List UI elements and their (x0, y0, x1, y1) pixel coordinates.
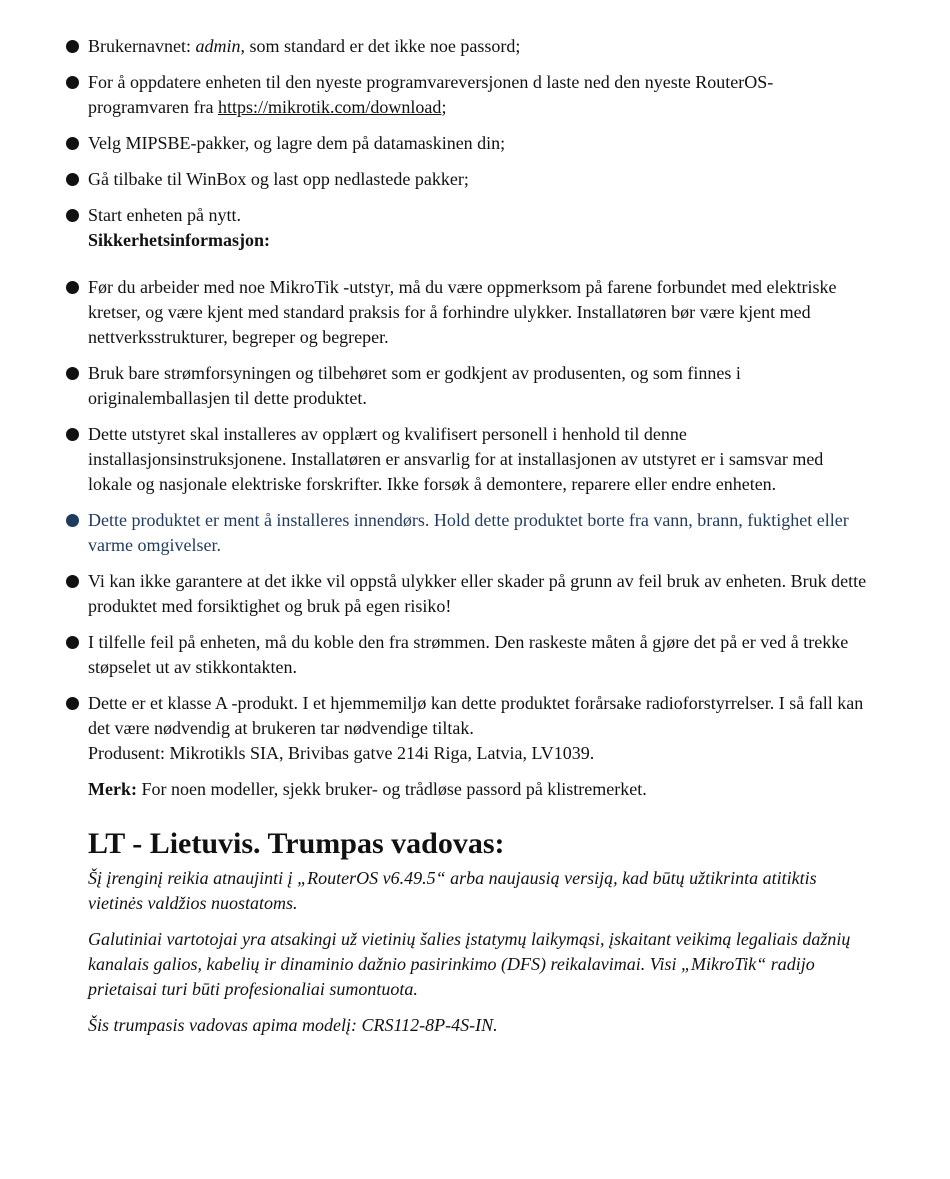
safety-item (88, 630, 870, 680)
safety-text: Dette er et klasse A -produkt. I et hjemmemiljø kan dette produktet forårsake radioforstyrrelser. I så fall kan det være nødvendig at brukeren tar nødvendige tiltak. (88, 693, 864, 738)
safety-item (88, 569, 870, 619)
username-value: admin (195, 36, 241, 56)
list-item (88, 203, 870, 253)
list-item-text: Velg MIPSBE-pakker, og lagre dem på datamaskinen din; (88, 133, 506, 153)
note-label: Merk: (88, 779, 137, 799)
list-item-text: Gå tilbake til WinBox og last opp nedlastede pakker; (88, 169, 469, 189)
bullet-icon (66, 697, 79, 710)
safety-text: I tilfelle feil på enheten, må du koble den fra strømmen. Den raskeste måten å gjøre det på er ved å trekke støpselet ut av stikkontakten. (88, 632, 849, 677)
safety-text: Dette utstyret skal installeres av opplært og kvalifisert personell i henhold til denne installasjonsinstruksjonene. Installatøren er ansvarlig for at installasjonen av utstyret er i samsvar med lokale og nasjonale elektriske forskrifter. Ikke forsøk å demontere, reparere eller endre enheten. (88, 424, 824, 494)
bullet-icon (66, 575, 79, 588)
safety-heading: Sikkerhetsinformasjon: (88, 230, 271, 250)
bullet-icon (66, 514, 79, 527)
note (88, 777, 870, 802)
safety-item (88, 508, 870, 558)
update-text: For å oppdatere enheten til den nyeste programvareversjonen d laste ned den nyeste RouterOS-programvaren fra (88, 72, 774, 117)
list-item-text: Start enheten på nytt. (88, 205, 241, 225)
list-item (88, 167, 870, 192)
safety-item (88, 691, 870, 766)
download-link[interactable]: https://mikrotik.com/download (217, 97, 442, 117)
lt-paragraph: Galutiniai vartotojai yra atsakingi už vietinių šalies įstatymų laikymąsi, įskaitant veikimą legaliais dažnių kanalais galios, kabelių ir dinaminio dažnio pasirinkimo (DFS) reikalavimai. Visi „MikroTik“ radijo prietaisai turi būti profesionaliai sumontuota. (88, 929, 851, 999)
bullet-icon (66, 137, 79, 150)
bullet-icon (66, 636, 79, 649)
safety-item (88, 361, 870, 411)
list-item (88, 70, 870, 120)
safety-text: Dette produktet er ment å installeres innendørs. Hold dette produktet borte fra vann, brann, fuktighet eller varme omgivelser. (88, 510, 849, 555)
bullet-icon (66, 173, 79, 186)
username-label: Brukernavnet: (88, 36, 196, 56)
bullet-icon (66, 428, 79, 441)
bullet-icon (66, 209, 79, 222)
safety-item (88, 275, 870, 350)
list-item (88, 131, 870, 156)
list-item (88, 34, 870, 59)
username-note: , som standard er det ikke noe passord; (240, 36, 521, 56)
update-text-end: ; (441, 97, 447, 117)
lt-paragraph: Šis trumpasis vadovas apima modelį: CRS112-8P-4S-IN. (88, 1015, 498, 1035)
manufacturer-text: Produsent: Mikrotikls SIA, Brivibas gatve 214i Riga, Latvia, LV1039. (88, 743, 595, 763)
safety-text: Vi kan ikke garantere at det ikke vil oppstå ulykker eller skader på grunn av feil bruk av enheten. Bruk dette produktet med forsiktighet og bruk på egen risiko! (88, 571, 867, 616)
bullet-icon (66, 76, 79, 89)
bullet-icon (66, 367, 79, 380)
safety-text: Før du arbeider med noe MikroTik -utstyr, må du være oppmerksom på farene forbundet med elektriske kretser, og være kjent med standard praksis for å forhindre ulykker. Installatøren bør være kjent med nettverksstrukturer, begreper og begreper. (88, 277, 837, 347)
note-text: For noen modeller, sjekk bruker- og trådløse passord på klistremerket. (136, 779, 647, 799)
safety-item (88, 422, 870, 497)
section-heading-lt: LT - Lietuvis. Trumpas vadovas: (88, 827, 505, 860)
bullet-icon (66, 40, 79, 53)
safety-text: Bruk bare strømforsyningen og tilbehøret som er godkjent av produsenten, og som finnes i originalemballasjen til dette produktet. (88, 363, 741, 408)
lt-paragraph: Šį įrenginį reikia atnaujinti į „RouterOS v6.49.5“ arba naujausią versiją, kad būtų užtikrinta atitiktis vietinės valdžios nuostatoms. (88, 868, 817, 913)
bullet-icon (66, 281, 79, 294)
